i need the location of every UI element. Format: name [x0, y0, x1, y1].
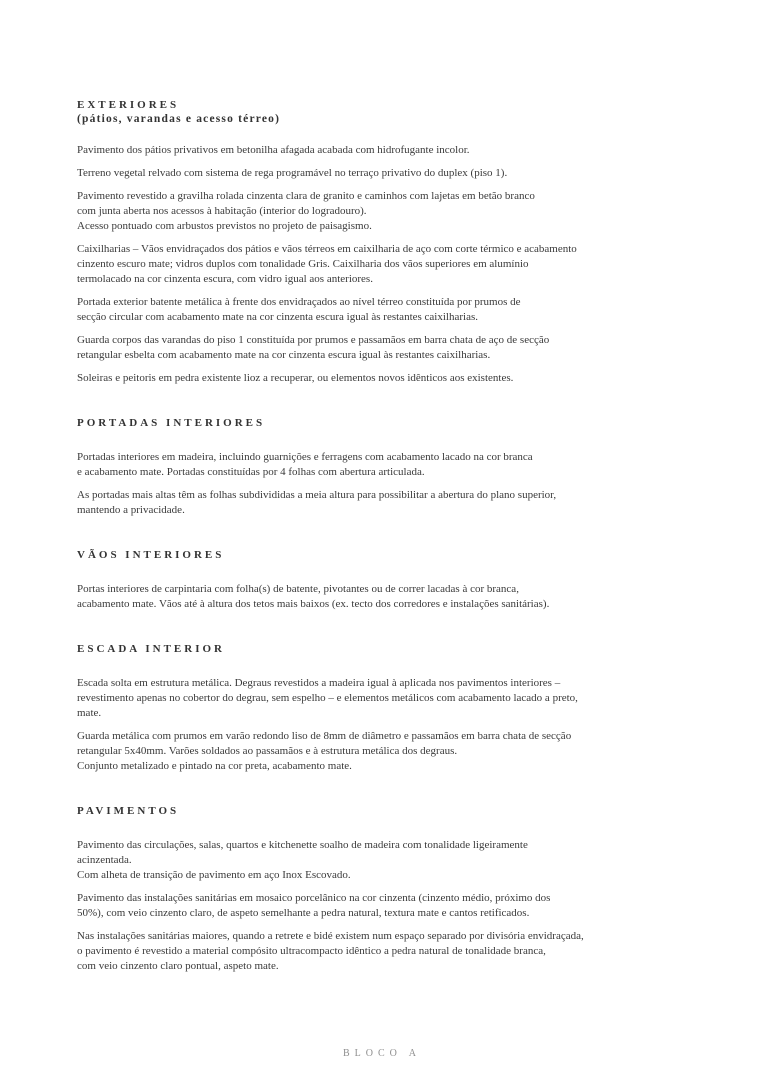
paragraph: Guarda metálica com prumos em varão redondo liso de 8mm de diâmetro e passamãos em barra chata de secção retangular 5x40mm. Varões soldados ao passamãos e à estrutura metálica dos degraus. Conjunto metalizado e pintado na cor preta, acabamento mate.	[77, 730, 572, 772]
section-heading: EXTERIORES	[77, 99, 180, 111]
section-heading: PAVIMENTOS	[77, 805, 180, 817]
paragraph: Pavimento das circulações, salas, quartos e kitchenette soalho de madeira com tonalidade ligeiramente acinzentada. Com alheta de transição de pavimento em aço Inox Escovado.	[77, 839, 528, 881]
paragraph: Portada exterior batente metálica à frente dos envidraçados ao nível térreo constituída por prumos de secção circular com acabamento mate na cor cinzenta escura igual às restantes caixilharias.	[77, 296, 521, 323]
paragraph: Guarda corpos das varandas do piso 1 constituída por prumos e passamãos em barra chata de aço de secção retangular esbelta com acabamento mate na cor cinzenta escura igual às restantes caixilharias.	[77, 334, 550, 361]
section-subheading: (pátios, varandas e acesso térreo)	[77, 113, 281, 125]
paragraph: Terreno vegetal relvado com sistema de rega programável no terraço privativo do duplex (piso 1).	[77, 167, 508, 179]
paragraph: Pavimento dos pátios privativos em betonilha afagada acabada com hidrofugante incolor.	[77, 144, 470, 156]
section-heading: ESCADA INTERIOR	[77, 643, 225, 655]
paragraph: As portadas mais altas têm as folhas subdivididas a meia altura para possibilitar a abertura do plano superior, mantendo a privacidade.	[77, 489, 557, 516]
paragraph: Escada solta em estrutura metálica. Degraus revestidos a madeira igual à aplicada nos pavimentos interiores – revestimento apenas no cobertor do degrau, sem espelho – e elementos metálicos com acabamento lacado a preto, mate.	[77, 677, 578, 719]
section-heading: VÃOS INTERIORES	[77, 549, 225, 561]
paragraph: Portadas interiores em madeira, incluindo guarnições e ferragens com acabamento lacado na cor branca e acabamento mate. Portadas constituídas por 4 folhas com abertura articulada.	[77, 451, 533, 478]
section-heading: PORTADAS INTERIORES	[77, 417, 266, 429]
document-content	[77, 98, 697, 1004]
paragraph: Pavimento das instalações sanitárias em mosaico porcelânico na cor cinzenta (cinzento médio, próximo dos 50%), com veio cinzento claro, de aspeto semelhante a pedra natural, textura mate e cantos retificados.	[77, 892, 551, 919]
paragraph: Pavimento revestido a gravilha rolada cinzenta clara de granito e caminhos com lajetas em betão branco com junta aberta nos acessos à habitação (interior do logradouro). Acesso pontuado com arbustos previstos no projeto de paisagismo.	[77, 190, 535, 232]
section-3	[77, 642, 697, 774]
section-2	[77, 548, 697, 612]
section-1	[77, 416, 697, 518]
paragraph: Portas interiores de carpintaria com folha(s) de batente, pivotantes ou de correr lacadas à cor branca, acabamento mate. Vãos até à altura dos tetos mais baixos (ex. tecto dos corredores e instalações sanitárias).	[77, 583, 550, 610]
paragraph: Caixilharias – Vãos envidraçados dos pátios e vãos térreos em caixilharia de aço com corte térmico e acabamento cinzento escuro mate; vidros duplos com tonalidade Gris. Caixilharia dos vãos superiores em alumínio termolacado na cor cinzenta escura, com vidro igual aos anteriores.	[77, 243, 577, 285]
section-0	[77, 98, 697, 386]
section-4	[77, 804, 697, 974]
paragraph: Nas instalações sanitárias maiores, quando a retrete e bidé existem num espaço separado por divisória envidraçada, o pavimento é revestido a material compósito ultracompacto idêntico a pedra natural de tonalidade branca, com veio cinzento claro pontual, aspeto mate.	[77, 930, 584, 972]
paragraph: Soleiras e peitoris em pedra existente lioz a recuperar, ou elementos novos idênticos aos existentes.	[77, 372, 514, 384]
page-footer: BLOCO A	[342, 1048, 422, 1059]
